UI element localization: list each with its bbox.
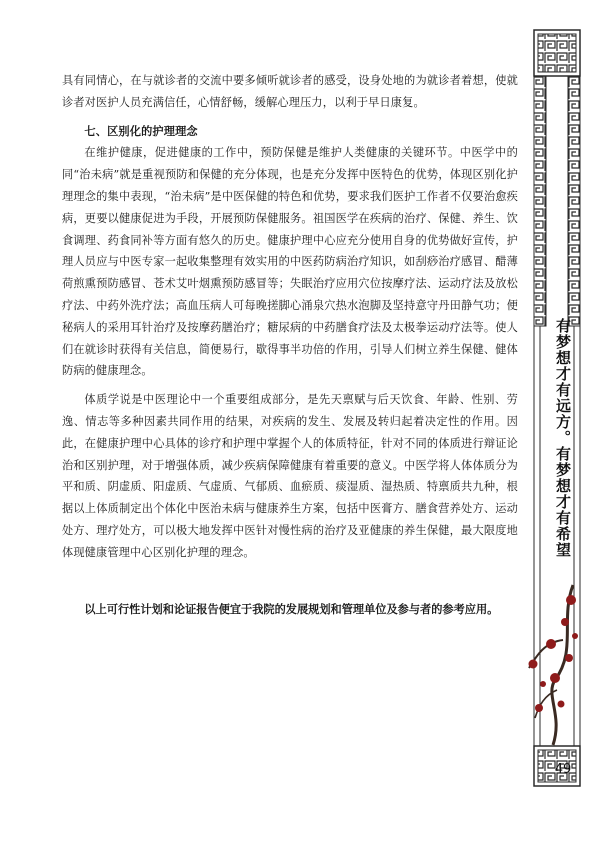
vertical-slogan: 有梦想才有远方。有梦想才有希望 <box>554 318 572 558</box>
paragraph-prevention: 在维护健康，促进健康的工作中，预防保健是维护人类健康的关键环节。中医学中的同“治未病”就是重视预防和保健的充分体现，也是充分发挥中医特色的优势，体现区别化护理理念的集中表现，“治未病”是中医保健的特色和优势，要求我们医护工作者不仅要治愈疾病，更要以健康促进为手段，开展预防保健服务。祖国医学在疾病的治疗、保健、养生、饮食调理、药食同补等方面有悠久的历史。健康护理中心应充分使用自身的优势做好宣传，护理人员应与中医专家一起收集整理有效实用的中医药防病治疗知识，如刮痧治疗感冒、醋薄荷煎熏预防感冒、苍术艾叶烟熏预防感冒等；失眠治疗应用穴位按摩疗法、运动疗法及放松疗法、中药外洗疗法；高血压病人可每晚搓脚心涌泉穴热水泡脚及坚持意守丹田静气功；便秘病人的采用耳针治疗及按摩药膳治疗；糖尿病的中药膳食疗法及太极拳运动疗法等。使人们在就诊时获得有关信息，简便易行，歇得事半功倍的作用，引导人们树立养生保健、健体防病的健康理念。 <box>62 146 518 378</box>
paragraph-continuation: 具有同情心，在与就诊者的交流中要多倾听就诊者的感受，设身处地的为就诊者着想，使就诊者对医护人员充满信任，心情舒畅，缓解心理压力，以利于早日康复。 <box>62 74 518 109</box>
paragraph-constitution: 体质学说是中医理论中一个重要组成部分，是先天禀赋与后天饮食、年龄、性别、劳逸、情志等多种因素共同作用的结果，对疾病的发生、发展及转归起着决定性的作用。因此，在健康护理中心具体的诊疗和护理中掌握个人的体质特征，针对不同的体质进行辩证论治和区别护理，对于增强体质，减少疾病保障健康有着重要的意义。中医学将人体体质分为平和质、阴虚质、阳虚质、气虚质、气郁质、血瘀质、痰湿质、湿热质、特禀质共九种，根据以上体质制定出个体化中医治未病与健康养生方案，包括中医膏方、膳食营养处方、运动处方、理疗处方，可以极大地发挥中医针对慢性病的治疗及亚健康的养生保健，最大限度地体现健康管理中心区别化护理的理念。 <box>62 393 518 559</box>
plum-blossom-icon <box>515 580 585 754</box>
body-text <box>62 70 518 564</box>
conclusion-statement: 以上可行性计划和论证报告便宜于我院的发展规划和管理单位及参与者的参考应用。 <box>84 603 499 616</box>
page-number: 49 <box>554 762 572 777</box>
section-heading: 七、区别化的护理理念 <box>84 123 198 138</box>
